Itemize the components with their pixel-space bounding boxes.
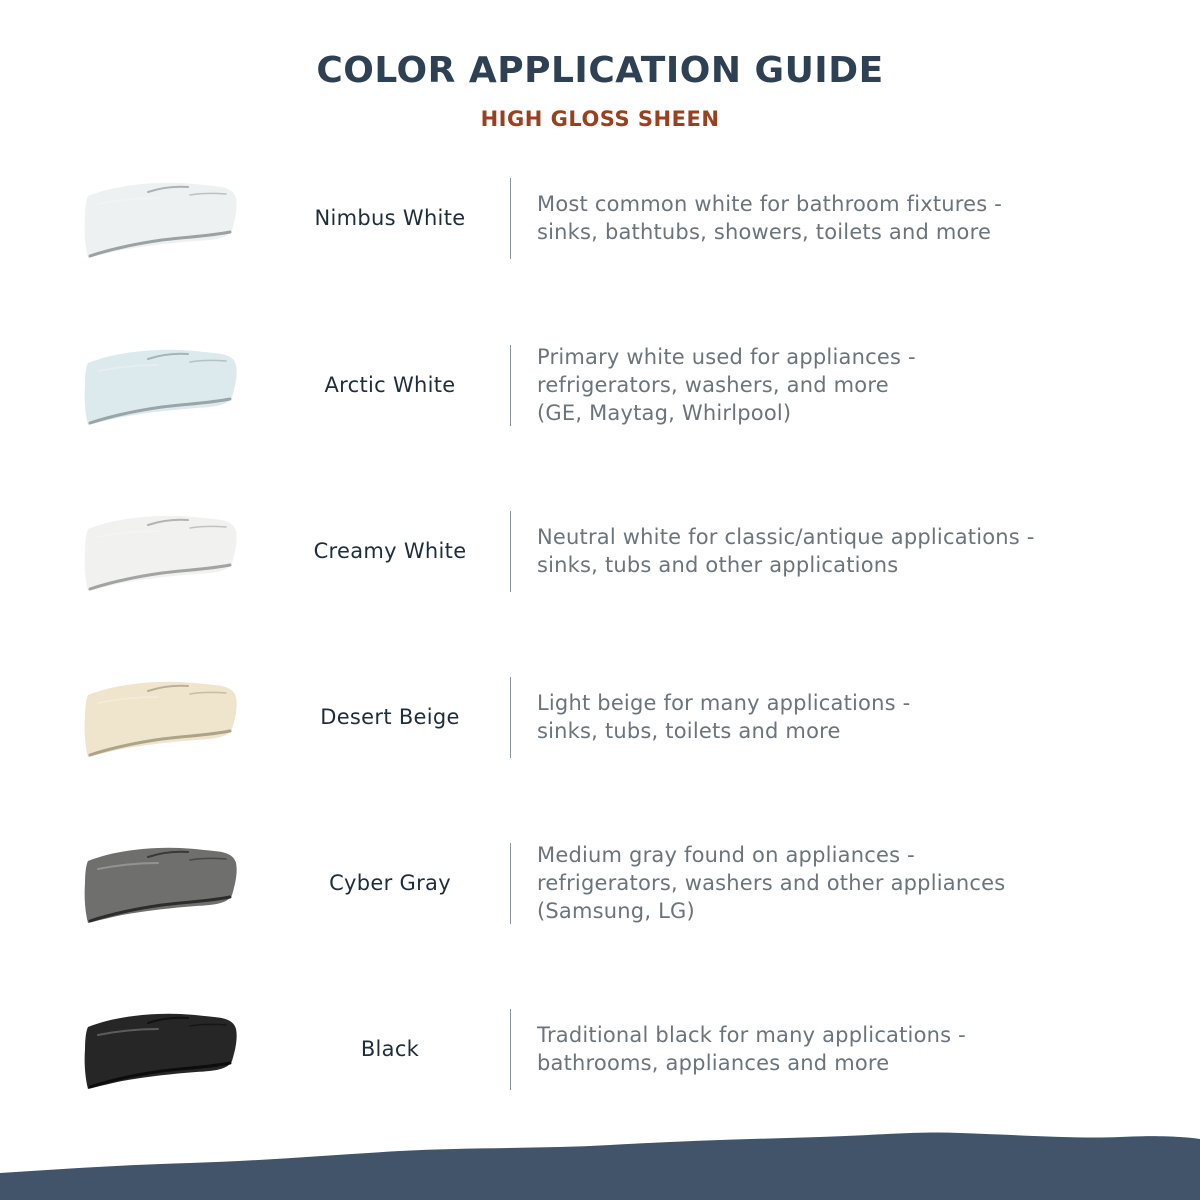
color-name: Creamy White — [313, 539, 467, 563]
paint-swatch-icon — [78, 341, 246, 429]
divider — [510, 345, 511, 426]
description-line: (Samsung, LG) — [537, 899, 695, 923]
paint-swatch-icon — [78, 507, 246, 595]
description-line: sinks, tubs and other applications — [537, 553, 899, 577]
description-line: sinks, bathtubs, showers, toilets and more — [537, 220, 992, 244]
description-line: Primary white used for appliances - — [537, 345, 916, 369]
color-description — [537, 823, 1177, 943]
paint-swatch-icon — [78, 174, 246, 262]
color-row-cyber-gray — [0, 823, 1200, 943]
color-description — [537, 657, 1177, 777]
divider — [510, 677, 511, 758]
color-row-black — [0, 989, 1200, 1109]
color-name: Black — [360, 1037, 420, 1061]
description-line: Most common white for bathroom fixtures - — [537, 192, 1003, 216]
divider — [510, 511, 511, 592]
color-description — [537, 989, 1177, 1109]
color-row-arctic-white — [0, 325, 1200, 445]
color-name: Arctic White — [324, 373, 456, 397]
bottom-wave-decoration — [0, 1125, 1200, 1200]
description-line: (GE, Maytag, Whirlpool) — [537, 401, 792, 425]
paint-swatch-icon — [78, 839, 246, 927]
description-line: Traditional black for many applications - — [537, 1023, 966, 1047]
description-line: Medium gray found on appliances - — [537, 843, 915, 867]
description-line: Light beige for many applications - — [537, 691, 911, 715]
color-description — [537, 325, 1177, 445]
page-subtitle: HIGH GLOSS SHEEN — [480, 107, 720, 131]
divider — [510, 1009, 511, 1090]
color-row-desert-beige — [0, 657, 1200, 777]
divider — [510, 178, 511, 259]
paint-swatch-icon — [78, 673, 246, 761]
color-row-nimbus-white — [0, 158, 1200, 278]
description-line: sinks, tubs, toilets and more — [537, 719, 841, 743]
color-row-creamy-white — [0, 491, 1200, 611]
color-description — [537, 491, 1177, 611]
description-line: refrigerators, washers and other appliances — [537, 871, 1006, 895]
color-description — [537, 158, 1177, 278]
description-line: refrigerators, washers, and more — [537, 373, 889, 397]
divider — [510, 843, 511, 924]
color-name: Nimbus White — [314, 206, 466, 230]
description-line: Neutral white for classic/antique applications - — [537, 525, 1035, 549]
color-name: Cyber Gray — [329, 871, 451, 895]
paint-swatch-icon — [78, 1005, 246, 1093]
description-line: bathrooms, appliances and more — [537, 1051, 890, 1075]
color-name: Desert Beige — [320, 705, 460, 729]
page-title: COLOR APPLICATION GUIDE — [316, 50, 884, 91]
